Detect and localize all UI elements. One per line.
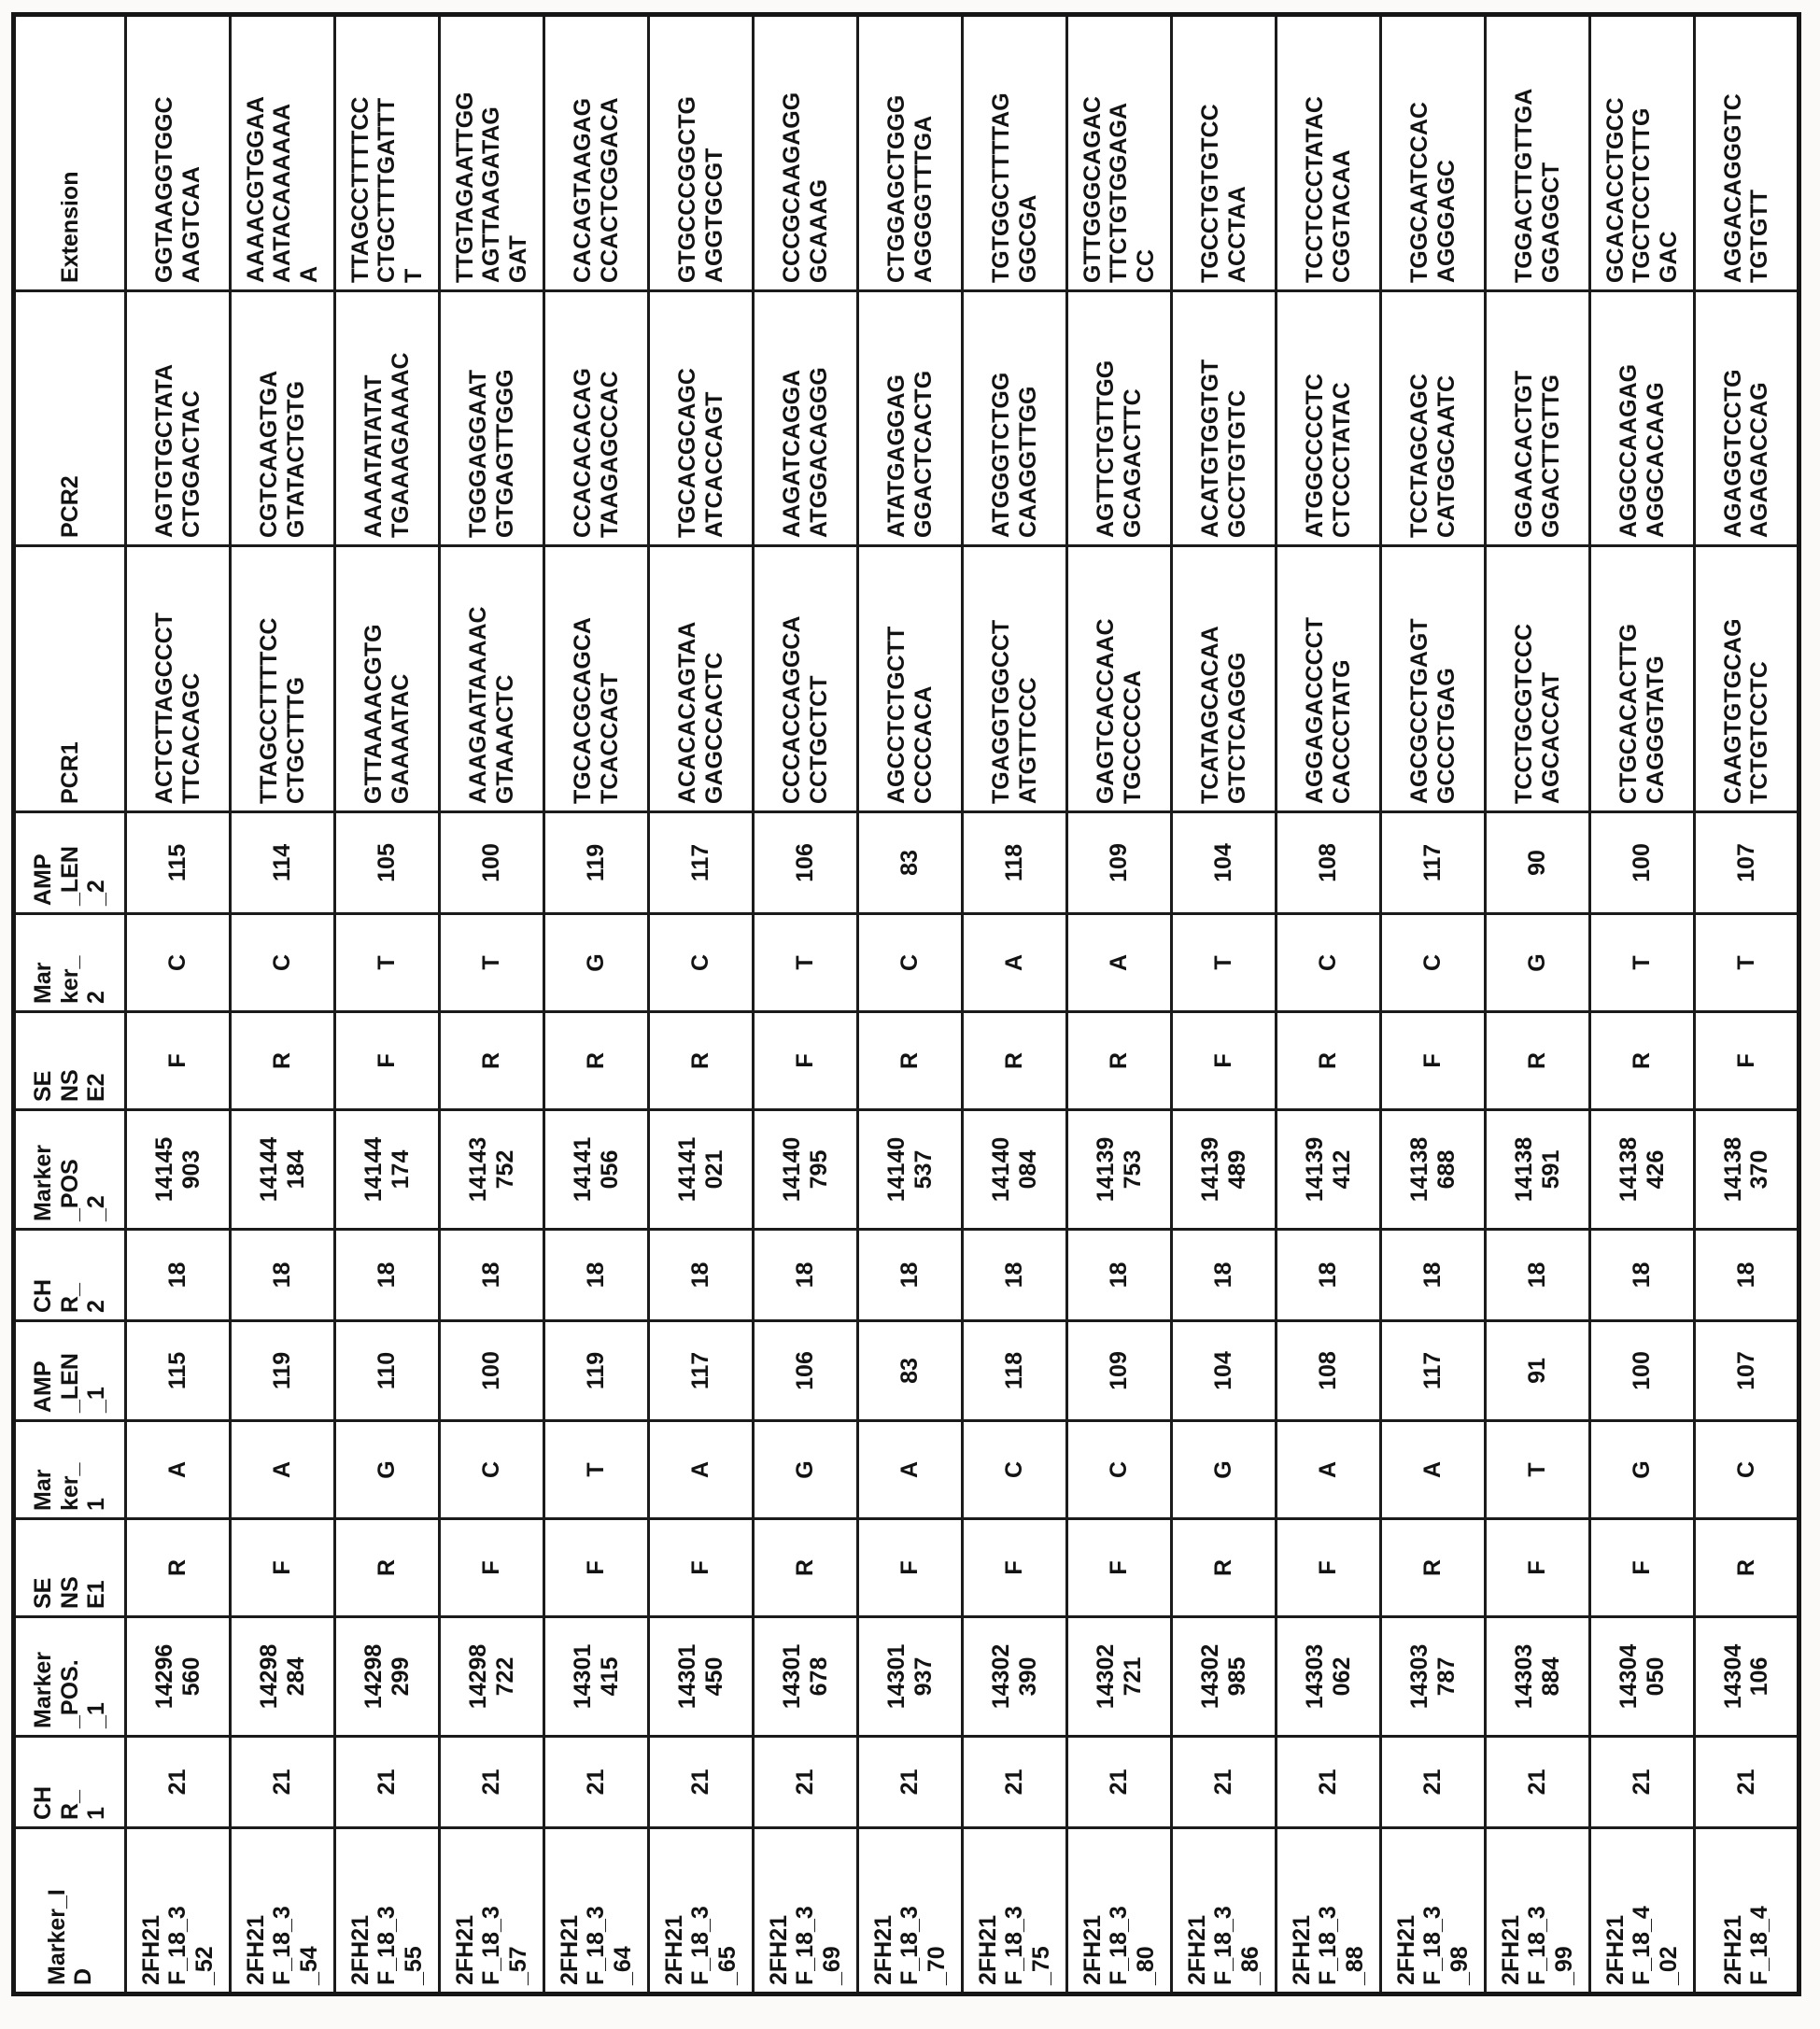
cell-pcr1: GTTAAAACGTG GAAAATAC xyxy=(335,546,440,812)
cell-amp_len_2: 109 xyxy=(1067,812,1172,914)
cell-chr_2: 18 xyxy=(754,1230,858,1321)
cell-pcr2: AGTTCTGTTGG GCAGACTTC xyxy=(1067,291,1172,546)
cell-pcr1: ACACACAGTAA GAGCCACTC xyxy=(649,546,754,812)
cell-sense1: F xyxy=(544,1519,649,1617)
cell-amp_len_2: 118 xyxy=(963,812,1067,914)
cell-marker_id: 2FH21 F_18_3 _69 xyxy=(754,1828,858,1994)
cell-marker_pos_1: 14304 106 xyxy=(1695,1617,1799,1737)
cell-marker_id: 2FH21 F_18_3 _88 xyxy=(1277,1828,1381,1994)
cell-marker_pos_2: 14138 591 xyxy=(1486,1110,1590,1230)
cell-amp_len_2: 83 xyxy=(858,812,963,914)
header-cell-marker_pos_2: Marker _POS _2 xyxy=(14,1110,126,1230)
cell-amp_len_1: 110 xyxy=(335,1321,440,1421)
cell-sense2: R xyxy=(1277,1012,1381,1110)
markers-table xyxy=(11,12,1801,1996)
cell-marker_pos_1: 14301 415 xyxy=(544,1617,649,1737)
table-body xyxy=(126,15,1799,1994)
cell-pcr2: CCACACACAG TAAGAGCCAC xyxy=(544,291,649,546)
cell-marker_id: 2FH21 F_18_3 _70 xyxy=(858,1828,963,1994)
cell-marker_id: 2FH21 F_18_3 _86 xyxy=(1172,1828,1277,1994)
cell-amp_len_1: 106 xyxy=(754,1321,858,1421)
table-row xyxy=(963,15,1067,1994)
header-cell-chr_2: CH R_ 2 xyxy=(14,1230,126,1321)
cell-sense1: R xyxy=(126,1519,231,1617)
cell-extension: AGGACAGGGTC TGTGTT xyxy=(1695,15,1799,291)
cell-sense1: R xyxy=(754,1519,858,1617)
cell-marker_1: G xyxy=(335,1421,440,1519)
cell-extension: CCCGCAAGAGG GCAAAG xyxy=(754,15,858,291)
cell-extension: TTGTAGAATTGG AGTTAAGATAG GAT xyxy=(440,15,544,291)
cell-amp_len_1: 107 xyxy=(1695,1321,1799,1421)
cell-marker_2: T xyxy=(754,914,858,1012)
cell-sense2: R xyxy=(231,1012,335,1110)
cell-marker_2: G xyxy=(544,914,649,1012)
cell-marker_pos_2: 14141 056 xyxy=(544,1110,649,1230)
cell-amp_len_2: 117 xyxy=(1381,812,1486,914)
table-row xyxy=(649,15,754,1994)
cell-sense1: R xyxy=(335,1519,440,1617)
header-cell-extension: Extension xyxy=(14,15,126,291)
cell-amp_len_2: 108 xyxy=(1277,812,1381,914)
cell-marker_1: T xyxy=(1486,1421,1590,1519)
cell-sense1: F xyxy=(858,1519,963,1617)
cell-amp_len_2: 119 xyxy=(544,812,649,914)
cell-extension: CACAGTAAGAG CCACTCGGACA xyxy=(544,15,649,291)
cell-sense1: R xyxy=(1381,1519,1486,1617)
cell-marker_pos_2: 14138 370 xyxy=(1695,1110,1799,1230)
cell-pcr2: ATATGAGGAG GGACTCACTG xyxy=(858,291,963,546)
cell-marker_1: A xyxy=(1381,1421,1486,1519)
cell-amp_len_1: 118 xyxy=(963,1321,1067,1421)
cell-marker_id: 2FH21 F_18_3 _55 xyxy=(335,1828,440,1994)
cell-amp_len_2: 107 xyxy=(1695,812,1799,914)
header-cell-marker_id: Marker_I D xyxy=(14,1828,126,1994)
cell-sense2: R xyxy=(963,1012,1067,1110)
cell-sense1: F xyxy=(231,1519,335,1617)
cell-marker_pos_1: 14302 390 xyxy=(963,1617,1067,1737)
cell-pcr1: TCATAGCACAA GTCTCAGGG xyxy=(1172,546,1277,812)
cell-marker_pos_2: 14143 752 xyxy=(440,1110,544,1230)
table-row xyxy=(544,15,649,1994)
cell-chr_2: 18 xyxy=(126,1230,231,1321)
cell-chr_1: 21 xyxy=(1590,1737,1695,1828)
table-row xyxy=(858,15,963,1994)
cell-amp_len_1: 108 xyxy=(1277,1321,1381,1421)
cell-marker_pos_2: 14145 903 xyxy=(126,1110,231,1230)
cell-chr_2: 18 xyxy=(1277,1230,1381,1321)
header-cell-sense1: SE NS E1 xyxy=(14,1519,126,1617)
cell-extension: TGTGGCTTTTAG GGCGA xyxy=(963,15,1067,291)
cell-marker_pos_1: 14298 284 xyxy=(231,1617,335,1737)
cell-pcr1: TGCACGCAGCA TCACCAGT xyxy=(544,546,649,812)
cell-pcr1: AGCCTCTGCTT CCCCACA xyxy=(858,546,963,812)
cell-marker_2: T xyxy=(440,914,544,1012)
cell-chr_1: 21 xyxy=(231,1737,335,1828)
cell-marker_pos_2: 14144 184 xyxy=(231,1110,335,1230)
cell-marker_2: G xyxy=(1486,914,1590,1012)
cell-sense1: F xyxy=(649,1519,754,1617)
cell-amp_len_2: 104 xyxy=(1172,812,1277,914)
cell-amp_len_1: 109 xyxy=(1067,1321,1172,1421)
cell-sense2: R xyxy=(544,1012,649,1110)
cell-marker_1: A xyxy=(231,1421,335,1519)
cell-chr_1: 21 xyxy=(126,1737,231,1828)
cell-pcr2: ACATGTGGTGT GCCTGTGTC xyxy=(1172,291,1277,546)
cell-amp_len_2: 100 xyxy=(1590,812,1695,914)
cell-marker_1: A xyxy=(126,1421,231,1519)
cell-marker_pos_1: 14296 560 xyxy=(126,1617,231,1737)
cell-pcr2: CGTCAAGTGA GTATACTGTG xyxy=(231,291,335,546)
table-row xyxy=(1695,15,1799,1994)
cell-amp_len_1: 100 xyxy=(440,1321,544,1421)
cell-marker_2: C xyxy=(858,914,963,1012)
cell-chr_1: 21 xyxy=(963,1737,1067,1828)
cell-marker_pos_2: 14140 084 xyxy=(963,1110,1067,1230)
cell-amp_len_1: 117 xyxy=(1381,1321,1486,1421)
cell-marker_1: G xyxy=(1590,1421,1695,1519)
cell-marker_pos_1: 14298 299 xyxy=(335,1617,440,1737)
cell-marker_1: C xyxy=(963,1421,1067,1519)
cell-extension: CTGGAGCTGGG AGGGGTTTGA xyxy=(858,15,963,291)
cell-marker_2: C xyxy=(649,914,754,1012)
cell-pcr1: AAAGAATAAAAC GTAAACTC xyxy=(440,546,544,812)
cell-marker_id: 2FH21 F_18_3 _65 xyxy=(649,1828,754,1994)
table-row xyxy=(1381,15,1486,1994)
cell-marker_1: A xyxy=(649,1421,754,1519)
cell-sense1: F xyxy=(1067,1519,1172,1617)
header-cell-marker_2: Mar ker_ 2 xyxy=(14,914,126,1012)
cell-amp_len_1: 83 xyxy=(858,1321,963,1421)
cell-marker_pos_1: 14301 937 xyxy=(858,1617,963,1737)
cell-sense2: F xyxy=(754,1012,858,1110)
cell-sense1: R xyxy=(1172,1519,1277,1617)
table-row xyxy=(126,15,231,1994)
header-cell-sense2: SE NS E2 xyxy=(14,1012,126,1110)
cell-sense2: F xyxy=(1381,1012,1486,1110)
cell-marker_pos_2: 14139 753 xyxy=(1067,1110,1172,1230)
cell-amp_len_2: 105 xyxy=(335,812,440,914)
cell-amp_len_2: 117 xyxy=(649,812,754,914)
cell-marker_2: T xyxy=(1172,914,1277,1012)
table-row xyxy=(1172,15,1277,1994)
cell-sense1: R xyxy=(1695,1519,1799,1617)
table-row xyxy=(1486,15,1590,1994)
cell-pcr1: TCCTGCGTCCC AGCACCAT xyxy=(1486,546,1590,812)
cell-marker_2: A xyxy=(963,914,1067,1012)
cell-marker_2: C xyxy=(1381,914,1486,1012)
cell-sense1: F xyxy=(963,1519,1067,1617)
header-cell-marker_pos_1: Marker _POS. _1 xyxy=(14,1617,126,1737)
cell-chr_2: 18 xyxy=(1381,1230,1486,1321)
cell-amp_len_1: 100 xyxy=(1590,1321,1695,1421)
cell-chr_2: 18 xyxy=(335,1230,440,1321)
cell-marker_id: 2FH21 F_18_3 _54 xyxy=(231,1828,335,1994)
cell-chr_1: 21 xyxy=(544,1737,649,1828)
cell-chr_2: 18 xyxy=(1067,1230,1172,1321)
header-cell-marker_1: Mar ker_ 1 xyxy=(14,1421,126,1519)
cell-marker_2: A xyxy=(1067,914,1172,1012)
cell-marker_1: G xyxy=(754,1421,858,1519)
cell-marker_1: T xyxy=(544,1421,649,1519)
cell-extension: TGGACTTGTTGA GGAGGCT xyxy=(1486,15,1590,291)
cell-marker_pos_1: 14301 678 xyxy=(754,1617,858,1737)
cell-chr_2: 18 xyxy=(1695,1230,1799,1321)
cell-marker_id: 2FH21 F_18_3 _99 xyxy=(1486,1828,1590,1994)
cell-chr_1: 21 xyxy=(335,1737,440,1828)
cell-pcr2: ATGGGTCTGG CAAGGTTGG xyxy=(963,291,1067,546)
cell-chr_1: 21 xyxy=(1486,1737,1590,1828)
cell-marker_2: T xyxy=(335,914,440,1012)
cell-extension: GCACACCTGCC TGCTCCTCTTG GAC xyxy=(1590,15,1695,291)
cell-pcr2: AAAATATATAT TGAAAGAAAAC xyxy=(335,291,440,546)
cell-pcr2: AGTGTGCTATA CTGGACTAC xyxy=(126,291,231,546)
cell-amp_len_1: 119 xyxy=(544,1321,649,1421)
cell-pcr1: AGGAGACCCCT CACCCTATG xyxy=(1277,546,1381,812)
cell-pcr1: GAGTCACCAAC TGCCCCCA xyxy=(1067,546,1172,812)
cell-sense2: R xyxy=(440,1012,544,1110)
table-row xyxy=(1590,15,1695,1994)
cell-marker_pos_1: 14301 450 xyxy=(649,1617,754,1737)
cell-pcr2: AGAGGTCCTG AGAGACCAG xyxy=(1695,291,1799,546)
cell-sense2: R xyxy=(1590,1012,1695,1110)
cell-chr_2: 18 xyxy=(649,1230,754,1321)
cell-marker_pos_2: 14144 174 xyxy=(335,1110,440,1230)
cell-marker_id: 2FH21 F_18_3 _80 xyxy=(1067,1828,1172,1994)
cell-pcr1: CCCACCAGGCA CCTGCTCT xyxy=(754,546,858,812)
cell-extension: AAAACGTGGAA AATACAAAAAA A xyxy=(231,15,335,291)
cell-chr_2: 18 xyxy=(1590,1230,1695,1321)
header-cell-chr_1: CH R_ 1 xyxy=(14,1737,126,1828)
cell-chr_2: 18 xyxy=(963,1230,1067,1321)
cell-chr_1: 21 xyxy=(754,1737,858,1828)
cell-marker_pos_2: 14140 795 xyxy=(754,1110,858,1230)
cell-chr_2: 18 xyxy=(231,1230,335,1321)
cell-marker_1: C xyxy=(440,1421,544,1519)
cell-marker_1: A xyxy=(858,1421,963,1519)
header-cell-amp_len_2: AMP _LEN _2 xyxy=(14,812,126,914)
cell-amp_len_2: 100 xyxy=(440,812,544,914)
cell-marker_id: 2FH21 F_18_4 xyxy=(1695,1828,1799,1994)
cell-sense1: F xyxy=(1277,1519,1381,1617)
cell-pcr1: CAAGTGTGCAG TCTGTCCTC xyxy=(1695,546,1799,812)
header-cell-pcr2: PCR2 xyxy=(14,291,126,546)
cell-marker_1: C xyxy=(1695,1421,1799,1519)
cell-amp_len_1: 119 xyxy=(231,1321,335,1421)
cell-sense2: F xyxy=(335,1012,440,1110)
cell-marker_1: G xyxy=(1172,1421,1277,1519)
table-row xyxy=(754,15,858,1994)
cell-extension: TCCTCCCTATAC CGGTACAA xyxy=(1277,15,1381,291)
cell-extension: TGCCTGTGTCC ACCTAA xyxy=(1172,15,1277,291)
cell-amp_len_1: 91 xyxy=(1486,1321,1590,1421)
cell-sense2: R xyxy=(858,1012,963,1110)
cell-chr_2: 18 xyxy=(858,1230,963,1321)
cell-extension: GGTAAGGTGGC AAGTCAA xyxy=(126,15,231,291)
cell-marker_1: A xyxy=(1277,1421,1381,1519)
cell-pcr1: TTAGCCTTTTCC CTGCTTTG xyxy=(231,546,335,812)
cell-extension: GTTGGGCAGAC TTCTGTGGAGA CC xyxy=(1067,15,1172,291)
cell-sense1: F xyxy=(440,1519,544,1617)
table-row xyxy=(1277,15,1381,1994)
cell-sense2: F xyxy=(1172,1012,1277,1110)
cell-chr_2: 18 xyxy=(544,1230,649,1321)
table-row xyxy=(1067,15,1172,1994)
cell-amp_len_2: 114 xyxy=(231,812,335,914)
cell-amp_len_2: 115 xyxy=(126,812,231,914)
cell-chr_1: 21 xyxy=(1381,1737,1486,1828)
cell-marker_id: 2FH21 F_18_3 _64 xyxy=(544,1828,649,1994)
cell-marker_id: 2FH21 F_18_3 _98 xyxy=(1381,1828,1486,1994)
cell-marker_pos_1: 14304 050 xyxy=(1590,1617,1695,1737)
cell-marker_pos_2: 14140 537 xyxy=(858,1110,963,1230)
cell-pcr2: GGAACACTGT GGACTTGTTG xyxy=(1486,291,1590,546)
cell-marker_id: 2FH21 F_18_3 _57 xyxy=(440,1828,544,1994)
table-head xyxy=(14,15,126,1994)
table-row xyxy=(335,15,440,1994)
cell-chr_1: 21 xyxy=(440,1737,544,1828)
cell-extension: GTGCCCGGCTG AGGTGCGT xyxy=(649,15,754,291)
cell-sense1: F xyxy=(1590,1519,1695,1617)
cell-extension: TGGCAATCCAC AGGGAGC xyxy=(1381,15,1486,291)
cell-marker_id: 2FH21 F_18_3 _52 xyxy=(126,1828,231,1994)
cell-marker_pos_2: 14139 412 xyxy=(1277,1110,1381,1230)
cell-marker_2: C xyxy=(231,914,335,1012)
cell-pcr2: TGGGAGGAAT GTGAGTTGGG xyxy=(440,291,544,546)
cell-marker_pos_1: 14302 721 xyxy=(1067,1617,1172,1737)
cell-amp_len_1: 115 xyxy=(126,1321,231,1421)
cell-extension: TTAGCCTTTTCC CTGCTTTGATTT T xyxy=(335,15,440,291)
header-cell-pcr1: PCR1 xyxy=(14,546,126,812)
cell-marker_id: 2FH21 F_18_3 _75 xyxy=(963,1828,1067,1994)
cell-marker_pos_1: 14303 884 xyxy=(1486,1617,1590,1737)
cell-amp_len_2: 90 xyxy=(1486,812,1590,914)
cell-chr_1: 21 xyxy=(858,1737,963,1828)
cell-pcr2: TGCACGCAGC ATCACCAGT xyxy=(649,291,754,546)
cell-marker_2: C xyxy=(1277,914,1381,1012)
cell-marker_pos_1: 14303 787 xyxy=(1381,1617,1486,1737)
cell-marker_2: C xyxy=(126,914,231,1012)
cell-chr_1: 21 xyxy=(1277,1737,1381,1828)
cell-chr_1: 21 xyxy=(1695,1737,1799,1828)
cell-sense2: R xyxy=(1486,1012,1590,1110)
cell-sense2: F xyxy=(1695,1012,1799,1110)
cell-pcr1: ACTCTTAGCCCT TTCACAGC xyxy=(126,546,231,812)
header-cell-amp_len_1: AMP _LEN _1 xyxy=(14,1321,126,1421)
cell-marker_id: 2FH21 F_18_4 _02 xyxy=(1590,1828,1695,1994)
cell-amp_len_2: 106 xyxy=(754,812,858,914)
header-row xyxy=(14,15,126,1994)
cell-chr_1: 21 xyxy=(649,1737,754,1828)
cell-marker_pos_2: 14139 489 xyxy=(1172,1110,1277,1230)
cell-pcr1: AGCGCCTGAGT GCCCTGAG xyxy=(1381,546,1486,812)
cell-marker_pos_2: 14141 021 xyxy=(649,1110,754,1230)
cell-chr_1: 21 xyxy=(1067,1737,1172,1828)
cell-marker_2: T xyxy=(1695,914,1799,1012)
cell-chr_2: 18 xyxy=(1172,1230,1277,1321)
cell-amp_len_1: 117 xyxy=(649,1321,754,1421)
cell-sense2: F xyxy=(126,1012,231,1110)
table-row xyxy=(231,15,335,1994)
cell-chr_2: 18 xyxy=(1486,1230,1590,1321)
cell-sense1: F xyxy=(1486,1519,1590,1617)
cell-chr_1: 21 xyxy=(1172,1737,1277,1828)
cell-pcr2: ATGGCCCCTC CTCCCTATAC xyxy=(1277,291,1381,546)
cell-marker_pos_1: 14302 985 xyxy=(1172,1617,1277,1737)
cell-pcr1: TGAGGTGGCCT ATGTTCCC xyxy=(963,546,1067,812)
cell-amp_len_1: 104 xyxy=(1172,1321,1277,1421)
cell-marker_pos_2: 14138 688 xyxy=(1381,1110,1486,1230)
cell-pcr2: TCCTAGCAGC CATGGCAATC xyxy=(1381,291,1486,546)
cell-pcr2: AAGATCAGGA ATGGACAGGG xyxy=(754,291,858,546)
cell-pcr2: AGGCCAAGAG AGGCACAAG xyxy=(1590,291,1695,546)
cell-chr_2: 18 xyxy=(440,1230,544,1321)
cell-sense2: R xyxy=(649,1012,754,1110)
cell-marker_pos_1: 14303 062 xyxy=(1277,1617,1381,1737)
cell-marker_2: T xyxy=(1590,914,1695,1012)
cell-marker_pos_2: 14138 426 xyxy=(1590,1110,1695,1230)
cell-sense2: R xyxy=(1067,1012,1172,1110)
cell-marker_1: C xyxy=(1067,1421,1172,1519)
cell-pcr1: CTGCACACTTG CAGGGTATG xyxy=(1590,546,1695,812)
cell-marker_pos_1: 14298 722 xyxy=(440,1617,544,1737)
table-row xyxy=(440,15,544,1994)
